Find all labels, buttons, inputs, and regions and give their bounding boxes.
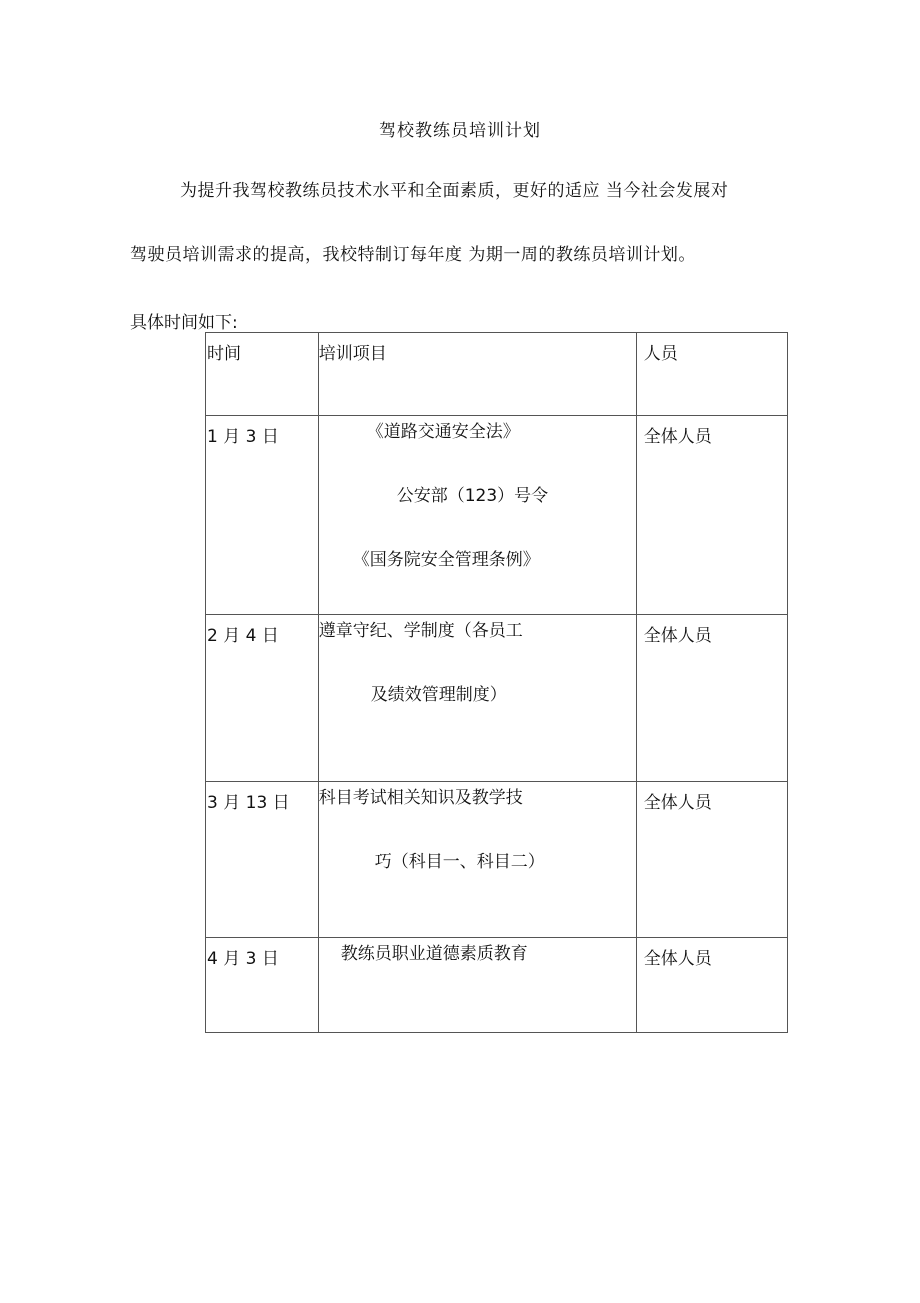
date-cell — [206, 416, 319, 615]
item-line: 巧（科目一、科目二） — [374, 852, 545, 872]
header-cell-date — [206, 333, 319, 416]
header-date-label: 时间 — [207, 344, 241, 364]
item-cell — [318, 938, 636, 1033]
header-people-label: 人员 — [643, 344, 678, 364]
people-cell — [636, 782, 787, 938]
people-text: 全体人员 — [643, 427, 712, 447]
table-row — [206, 416, 788, 615]
paragraph-line-1: 为提升我驾校教练员技术水平和全面素质，更好的适应 当今社会发展对 — [180, 181, 729, 201]
date-text: 2 月 4 日 — [207, 626, 279, 646]
people-cell — [636, 615, 787, 782]
date-text: 3 月 13 日 — [207, 793, 290, 813]
people-cell — [636, 938, 787, 1033]
table-row — [206, 938, 788, 1033]
document-title: 驾校教练员培训计划 — [379, 121, 541, 141]
header-item-label: 培训项目 — [318, 344, 387, 364]
item-line: 遵章守纪、学制度（各员工 — [318, 621, 523, 641]
header-cell-people — [636, 333, 787, 416]
item-line: 《国务院安全管理条例》 — [352, 550, 540, 570]
people-text: 全体人员 — [643, 793, 712, 813]
date-cell — [206, 782, 319, 938]
date-cell — [206, 615, 319, 782]
item-line: 教练员职业道德素质教育 — [340, 944, 528, 964]
item-cell — [318, 615, 636, 782]
people-cell — [636, 416, 787, 615]
item-cell — [318, 416, 636, 615]
item-line: 及绩效管理制度） — [370, 685, 507, 705]
schedule-intro: 具体时间如下: — [130, 313, 238, 333]
date-text: 4 月 3 日 — [207, 949, 279, 969]
item-line: 科目考试相关知识及教学技 — [318, 788, 523, 808]
people-text: 全体人员 — [643, 949, 712, 969]
paragraph-line-2: 驾驶员培训需求的提高，我校特制订每年度 为期一周的教练员培训计划。 — [130, 245, 696, 265]
item-cell — [318, 782, 636, 938]
people-text: 全体人员 — [643, 626, 712, 646]
item-line: 《道路交通安全法》 — [366, 422, 520, 442]
table-header-row — [206, 333, 788, 416]
training-schedule-table — [205, 332, 788, 1033]
date-text: 1 月 3 日 — [207, 427, 279, 447]
table-row — [206, 615, 788, 782]
item-line: 公安部（123）号令 — [396, 486, 549, 506]
date-cell — [206, 938, 319, 1033]
header-cell-item — [318, 333, 636, 416]
table-row — [206, 782, 788, 938]
